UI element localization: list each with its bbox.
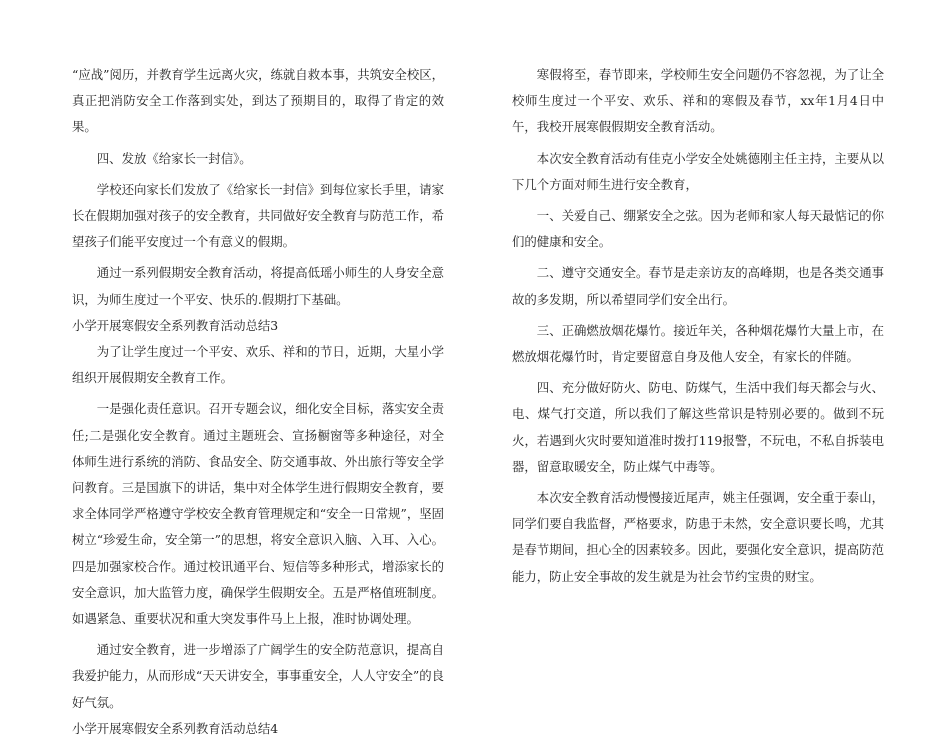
paragraph: 通过一系列假期安全教育活动，将提高低瑶小师生的人身安全意识，为师生度过一个平安、快乐的.假期打下基础。 xyxy=(72,265,444,307)
paragraph: 一是强化责任意识。召开专题会议，细化安全目标，落实安全责任;二是强化安全教育。通过主题班会、宣扬橱窗等多种途径，对全体师生进行系统的消防、食品安全、防交通事故、外出旅行等安全学问教育。三是国旗下的讲话，集中对全体学生进行假期安全教育，要求全体同学严格遵守学校安全教育管理规定和“安全一日常规”，坚固树立“珍爱生命，安全第一”的思想，将安全意识入脑、入耳、入心。四是加强家校合作。通过校讯通平台、短信等多种形式，增添家长的安全意识，加大监管力度，确保学生假期安全。五是严格值班制度。如遇紧急、重要状况和重大突发事件马上上报，准时协调处理。 xyxy=(72,401,444,627)
paragraph: 寒假将至，春节即来，学校师生安全问题仍不容忽视，为了让全校师生度过一个平安、欢乐、祥和的寒假及春节，xx年1月4日中午，我校开展寒假假期安全教育活动。 xyxy=(512,67,884,135)
paragraph: 本次安全教育活动慢慢接近尾声，姚主任强调，安全重于泰山，同学们要自我监督，严格要求，防患于未然，安全意识要长鸣，尤其是春节期间，担心全的因素较多。因此，要强化安全意识，提高防范能力，防止安全事故的发生就是为社会节约宝贵的财宝。 xyxy=(512,490,884,584)
paragraph: 二、遵守交通安全。春节是走亲访友的高峰期，也是各类交通事故的多发期，所以希望同学们安全出行。 xyxy=(512,265,884,307)
paragraph: 学校还向家长们发放了《给家长一封信》到每位家长手里，请家长在假期加强对孩子的安全教育，共同做好安全教育与防范工作，希望孩子们能平安度过一个有意义的假期。 xyxy=(72,181,444,250)
paragraph: 三、正确燃放烟花爆竹。接近年关，各种烟花爆竹大量上市，在燃放烟花爆竹时，肯定要留意自身及他人安全，有家长的伴随。 xyxy=(512,322,884,365)
left-column xyxy=(72,62,444,742)
right-column xyxy=(512,62,884,590)
paragraph: 四、充分做好防火、防电、防煤气，生活中我们每天都会与火、电、煤气打交道，所以我们了解这些常识是特别必要的。做到不玩火，若遇到火灾时要知道准时拨打119报警，不玩电，不私自拆装电器，留意取暖安全，防止煤气中毒等。 xyxy=(512,380,884,474)
paragraph: 一、关爱自己、绷紧安全之弦。因为老师和家人每天最惦记的你们的健康和安全。 xyxy=(512,208,884,250)
paragraph: “应战”阅历，并教育学生远离火灾，练就自救本事，共筑安全校区，真正把消防安全工作落到实处，到达了预期目的，取得了肯定的效果。 xyxy=(72,67,444,135)
paragraph: 为了让学生度过一个平安、欢乐、祥和的节日，近期，大星小学组织开展假期安全教育工作。 xyxy=(72,344,444,386)
article-title: 小学开展寒假安全系列教育活动总结4 xyxy=(72,720,279,736)
paragraph: 通过安全教育，进一步增添了广阔学生的安全防范意识，提高自我爱护能力，从而形成“天天讲安全，事事重安全，人人守安全”的良好气氛。 xyxy=(72,642,444,710)
article-title: 小学开展寒假安全系列教育活动总结3 xyxy=(72,317,279,333)
section-heading: 四、发放《给家长一封信》。 xyxy=(96,150,252,166)
paragraph: 本次安全教育活动有佳克小学安全处姚德刚主任主持，主要从以下几个方面对师生进行安全教育， xyxy=(512,150,884,192)
